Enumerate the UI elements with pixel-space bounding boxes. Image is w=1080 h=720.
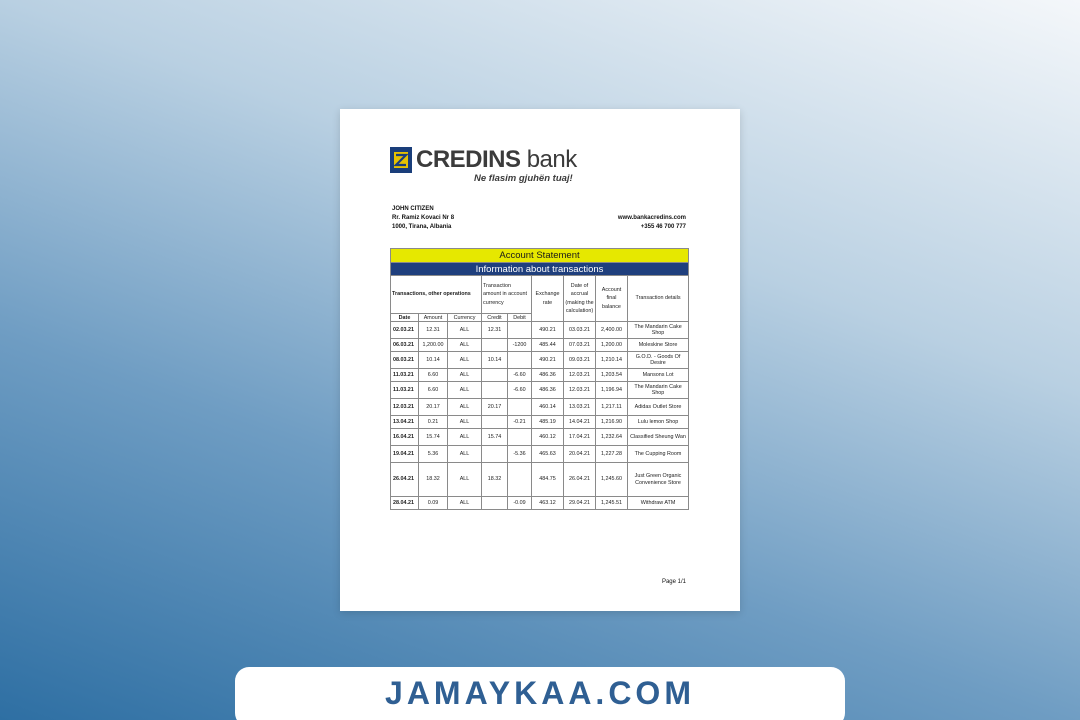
row-accrual-date: 29.04.21 [564, 497, 596, 510]
row-accrual-date: 03.03.21 [564, 322, 596, 339]
header-exchange-rate: Exchange rate [532, 276, 564, 322]
bank-phone: +355 46 700 777 [640, 224, 686, 230]
row-amount: 6.60 [419, 382, 448, 399]
row-credit [482, 339, 508, 352]
statement-title: Account Statement [391, 249, 689, 263]
row-debit: -0.21 [508, 416, 532, 429]
row-date: 12.03.21 [391, 399, 419, 416]
row-date: 06.03.21 [391, 339, 419, 352]
row-debit: -1200 [508, 339, 532, 352]
customer-city: 1000, Tirana, Albania [392, 224, 452, 230]
row-accrual-date: 07.03.21 [564, 339, 596, 352]
row-details: Just Green Organic Convenience Store [628, 463, 689, 497]
bank-contact [618, 214, 686, 232]
row-details: Lulu lemon Shop [628, 416, 689, 429]
table-row [391, 339, 689, 352]
customer-street: Rr. Ramiz Kovaci Nr 8 [392, 215, 455, 221]
row-balance: 1,232.64 [596, 429, 628, 446]
row-credit [482, 497, 508, 510]
row-details: Moleskine Store [628, 339, 689, 352]
table-row [391, 446, 689, 463]
row-accrual-date: 13.03.21 [564, 399, 596, 416]
row-credit: 15.74 [482, 429, 508, 446]
credins-logo-icon [390, 147, 412, 173]
row-amount: 5.36 [419, 446, 448, 463]
table-row [391, 497, 689, 510]
row-currency: ALL [448, 446, 482, 463]
row-exchange-rate: 484.75 [532, 463, 564, 497]
row-details: The Cupping Room [628, 446, 689, 463]
row-date: 11.03.21 [391, 382, 419, 399]
row-debit [508, 463, 532, 497]
statement-subtitle: Information about transactions [391, 263, 689, 276]
row-date: 08.03.21 [391, 352, 419, 369]
row-credit [482, 416, 508, 429]
row-exchange-rate: 463.12 [532, 497, 564, 510]
row-accrual-date: 20.04.21 [564, 446, 596, 463]
row-amount: 1,200.00 [419, 339, 448, 352]
header-transactions-group: Transactions, other operations [391, 276, 482, 314]
row-amount: 6.60 [419, 369, 448, 382]
row-currency: ALL [448, 416, 482, 429]
row-details: Classified Sheung Wan [628, 429, 689, 446]
page-number: Page 1/1 [661, 579, 686, 585]
row-balance: 1,217.11 [596, 399, 628, 416]
statement-sheet [340, 109, 740, 611]
header-date: Date [391, 314, 419, 322]
row-balance: 1,216.90 [596, 416, 628, 429]
bank-website: www.bankacredins.com [617, 215, 686, 221]
row-currency: ALL [448, 339, 482, 352]
row-exchange-rate: 460.12 [532, 429, 564, 446]
customer-name: JOHN CITIZEN [392, 206, 434, 212]
row-debit [508, 352, 532, 369]
row-date: 16.04.21 [391, 429, 419, 446]
bank-name: CREDINS bank [416, 146, 577, 173]
header-date-of-accrual: Date of accrual (making the calculation) [564, 276, 596, 322]
row-date: 13.04.21 [391, 416, 419, 429]
header-currency: Currency [448, 314, 482, 322]
table-row [391, 416, 689, 429]
row-accrual-date: 17.04.21 [564, 429, 596, 446]
row-date: 02.03.21 [391, 322, 419, 339]
row-amount: 12.31 [419, 322, 448, 339]
row-currency: ALL [448, 322, 482, 339]
row-balance: 1,196.94 [596, 382, 628, 399]
row-amount: 10.14 [419, 352, 448, 369]
row-exchange-rate: 465.63 [532, 446, 564, 463]
table-row [391, 382, 689, 399]
row-balance: 1,245.51 [596, 497, 628, 510]
row-credit: 20.17 [482, 399, 508, 416]
row-details: Adidas Outlet Store [628, 399, 689, 416]
row-amount: 0.21 [419, 416, 448, 429]
row-exchange-rate: 485.19 [532, 416, 564, 429]
header-amount: Amount [419, 314, 448, 322]
row-exchange-rate: 485.44 [532, 339, 564, 352]
row-debit: -0.09 [508, 497, 532, 510]
row-date: 11.03.21 [391, 369, 419, 382]
row-currency: ALL [448, 369, 482, 382]
row-balance: 1,210.14 [596, 352, 628, 369]
row-currency: ALL [448, 463, 482, 497]
row-details: The Mandarin Cake Shop [628, 382, 689, 399]
row-balance: 1,200.00 [596, 339, 628, 352]
row-exchange-rate: 490.21 [532, 352, 564, 369]
row-exchange-rate: 490.21 [532, 322, 564, 339]
row-amount: 20.17 [419, 399, 448, 416]
row-accrual-date: 14.04.21 [564, 416, 596, 429]
customer-address [392, 205, 454, 232]
row-debit [508, 399, 532, 416]
table-row [391, 429, 689, 446]
header-transaction-details: Transaction details [628, 276, 689, 322]
row-currency: ALL [448, 352, 482, 369]
row-debit: -6.60 [508, 369, 532, 382]
row-details: Mansons Lot [628, 369, 689, 382]
row-currency: ALL [448, 382, 482, 399]
footer-banner [235, 667, 845, 720]
table-row [391, 352, 689, 369]
row-details: Withdraw ATM [628, 497, 689, 510]
row-date: 19.04.21 [391, 446, 419, 463]
row-credit: 12.31 [482, 322, 508, 339]
row-accrual-date: 26.04.21 [564, 463, 596, 497]
row-amount: 18.32 [419, 463, 448, 497]
row-details: The Mandarin Cake Shop [628, 322, 689, 339]
row-amount: 0.09 [419, 497, 448, 510]
row-balance: 1,245.60 [596, 463, 628, 497]
row-details: G.O.D. - Goods Of Desire [628, 352, 689, 369]
row-accrual-date: 12.03.21 [564, 382, 596, 399]
row-currency: ALL [448, 497, 482, 510]
header-transaction-amount: Transaction amount in account currency [482, 276, 532, 314]
row-debit: -5.36 [508, 446, 532, 463]
header-debit: Debit [508, 314, 532, 322]
row-debit [508, 322, 532, 339]
row-date: 28.04.21 [391, 497, 419, 510]
row-credit: 10.14 [482, 352, 508, 369]
row-credit [482, 369, 508, 382]
row-amount: 15.74 [419, 429, 448, 446]
row-debit [508, 429, 532, 446]
row-currency: ALL [448, 399, 482, 416]
row-debit: -6.60 [508, 382, 532, 399]
row-accrual-date: 09.03.21 [564, 352, 596, 369]
table-row [391, 463, 689, 497]
row-date: 26.04.21 [391, 463, 419, 497]
row-exchange-rate: 460.14 [532, 399, 564, 416]
table-row [391, 399, 689, 416]
row-credit [482, 446, 508, 463]
table-row [391, 322, 689, 339]
row-credit [482, 382, 508, 399]
row-exchange-rate: 486.36 [532, 369, 564, 382]
row-balance: 2,400.00 [596, 322, 628, 339]
bank-logo [390, 146, 577, 187]
row-exchange-rate: 486.36 [532, 382, 564, 399]
transactions-table [390, 248, 689, 510]
header-credit: Credit [482, 314, 508, 322]
row-currency: ALL [448, 429, 482, 446]
row-balance: 1,227.28 [596, 446, 628, 463]
footer-site-name[interactable]: JAMAYKAA.COM [385, 675, 695, 711]
header-account-final-balance: Account final balance [596, 276, 628, 322]
row-credit: 18.32 [482, 463, 508, 497]
table-row [391, 369, 689, 382]
bank-tagline: Ne flasim gjuhën tuaj! [474, 173, 573, 184]
row-balance: 1,203.54 [596, 369, 628, 382]
row-accrual-date: 12.03.21 [564, 369, 596, 382]
